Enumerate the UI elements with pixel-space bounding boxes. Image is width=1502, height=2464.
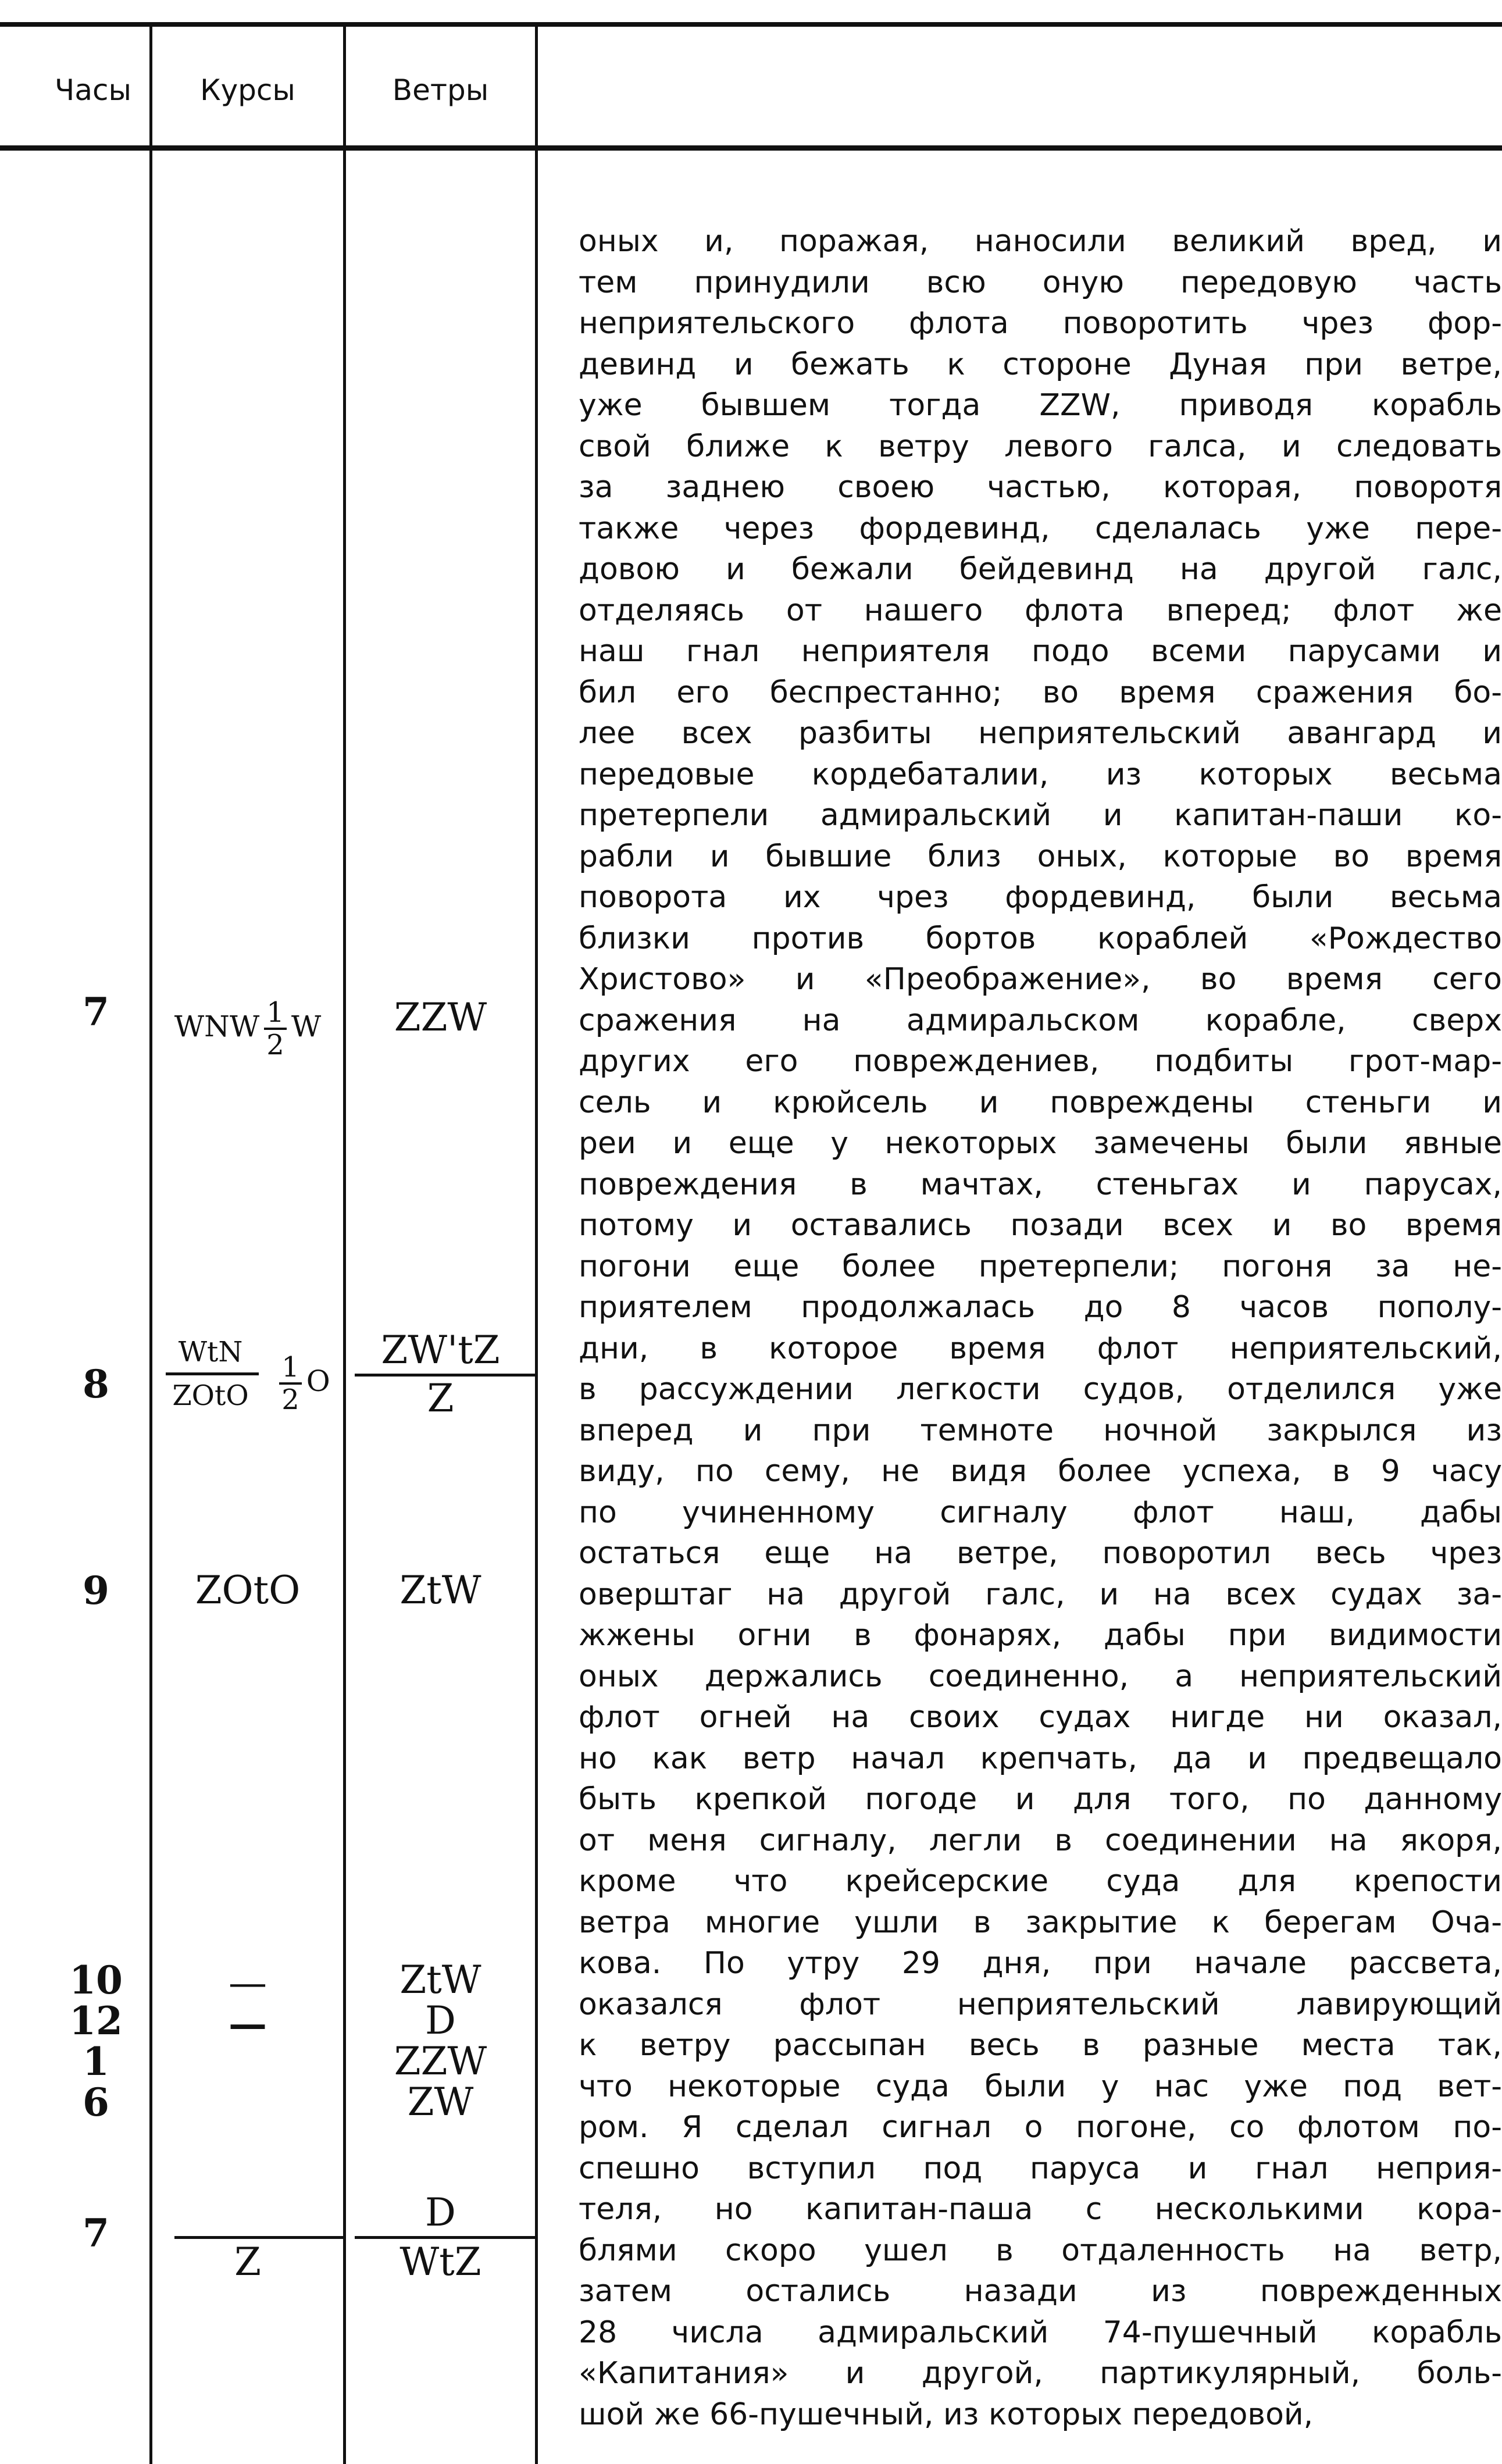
column-divider-3 <box>535 23 538 2464</box>
top-rule <box>0 22 1502 27</box>
header-hours: Часы <box>55 73 131 107</box>
text-line: блями скоро ушел в отдаленность на ветр, <box>579 2233 1502 2268</box>
text-line: отделяясь от нашего флота вперед; флот же <box>579 593 1502 628</box>
text-line: что некоторые суда были у нас уже под вет- <box>579 2069 1502 2104</box>
text-line: за заднею своею частью, которая, поворотя <box>579 470 1502 505</box>
row-wind-bottom: WtZ <box>399 2240 481 2284</box>
text-line: кова. По утру 29 дня, при начале рассвета, <box>579 1946 1502 1981</box>
text-line: быть крепкой погоде и для того, по данному <box>579 1782 1502 1817</box>
row-wind-top: D <box>425 2190 456 2235</box>
text-line: оных и, поражая, наносили великий вред, и <box>579 224 1502 259</box>
text-line: довою и бежали бейдевинд на другой галс, <box>579 552 1502 587</box>
text-line: флот огней на своих судах нигде ни оказал, <box>579 1700 1502 1735</box>
row-course-fraction <box>262 1351 343 1416</box>
text-line: ветра многие ушли в закрытие к берегам Оча- <box>579 1905 1502 1940</box>
text-line: рабли и бывшие близ оных, которые во время <box>579 839 1502 874</box>
text-line: реи и еще у некоторых замечены были явные <box>579 1126 1502 1161</box>
row-course <box>152 2079 343 2126</box>
text-line: теля, но капитан-паша с несколькими кора- <box>579 2192 1502 2227</box>
text-line: лее всех разбиты неприятельский авангард и <box>579 716 1502 751</box>
fraction-numerator: 1 <box>279 1352 302 1385</box>
row-course-bottom: ZOtO <box>172 1379 249 1412</box>
text-line: приятелем продолжалась до 8 часов пополу- <box>579 1290 1502 1325</box>
row-course <box>152 2038 343 2085</box>
text-line: шой же 66-пушечный, из которых передовой, <box>579 2397 1314 2432</box>
row-hour: 8 <box>83 1361 109 1407</box>
text-line: поворота их чрез фордевинд, были весьма <box>579 880 1502 915</box>
row-hour: 1 <box>83 2039 109 2084</box>
text-line: затем остались назади из поврежденных <box>579 2274 1502 2309</box>
text-line: оных держались соединенно, а неприятельский <box>579 1659 1502 1694</box>
text-line: девинд и бежать к стороне Дуная при ветре, <box>579 347 1502 382</box>
text-line: спешно вступил под паруса и гнал неприя- <box>579 2151 1502 2186</box>
text-line: жжены огни в фонарях, дабы при видимости <box>579 1618 1502 1653</box>
header-courses: Курсы <box>200 73 295 107</box>
course-part: W <box>291 1010 322 1043</box>
log-narrative <box>579 221 1502 2435</box>
text-line: оверштаг на другой галс, и на всех судах за- <box>579 1577 1502 1612</box>
row-course: ZOtO <box>195 1568 301 1613</box>
row-course: Z <box>234 2240 261 2284</box>
text-line: уже бывшем тогда ZZW, приводя корабль <box>579 388 1502 423</box>
text-line: «Капитания» и другой, партикулярный, боль- <box>579 2356 1502 2391</box>
header-winds: Ветры <box>392 73 489 107</box>
text-line: других его повреждениев, подбиты грот-мар- <box>579 1044 1502 1079</box>
text-line: к ветру рассыпан весь в разные места так, <box>579 2028 1502 2063</box>
row-wind: ZZW <box>394 2039 487 2084</box>
fraction-denominator: 2 <box>266 1029 284 1061</box>
row-course: — <box>229 1960 267 2005</box>
text-line: вперед и при темноте ночной закрылся из <box>579 1413 1502 1448</box>
fraction-denominator: 2 <box>281 1383 299 1416</box>
text-line: претерпели адмиральский и капитан-паши ко- <box>579 798 1502 833</box>
text-line: сражения на адмиральском корабле, сверх <box>579 1003 1502 1038</box>
text-line: виду, по сему, не видя более успеха, в 9 часу <box>579 1454 1502 1489</box>
text-line: кроме что крейсерские суда для крепости <box>579 1864 1502 1899</box>
text-line: от меня сигналу, легли в соединении на якоря, <box>579 1823 1502 1858</box>
row-course-top: WtN <box>178 1336 243 1368</box>
text-line: наш гнал неприятеля подо всеми парусами и <box>579 634 1502 669</box>
text-line: сель и крюйсель и повреждены стеньги и <box>579 1085 1502 1120</box>
row-wind: ZtW <box>399 1568 481 1613</box>
row-course: — <box>229 2001 267 2046</box>
row-hour: 7 <box>83 2210 109 2256</box>
text-line: тем принудили всю оную передовую часть <box>579 265 1502 300</box>
text-line: Христово» и «Преображение», во время сего <box>579 962 1502 997</box>
fraction-numerator: 1 <box>264 997 287 1030</box>
text-line: ром. Я сделал сигнал о погоне, со флотом по- <box>579 2110 1502 2145</box>
course-fraction <box>264 997 287 1060</box>
text-line: также через фордевинд, сделалась уже пере- <box>579 511 1502 546</box>
row-wind: ZW <box>407 2080 474 2124</box>
text-line: оказался флот неприятельский лавирующий <box>579 1987 1502 2022</box>
text-line: близки против бортов кораблей «Рождество <box>579 921 1502 956</box>
text-line: передовые кордебаталии, из которых весьма <box>579 757 1502 792</box>
course-fraction <box>279 1352 302 1415</box>
text-line: погони еще более претерпели; погоня за не- <box>579 1249 1502 1284</box>
text-line: в рассуждении легкости судов, отделился уже <box>579 1372 1502 1407</box>
course-part: O <box>306 1364 330 1398</box>
row-wind-bottom: Z <box>427 1376 454 1421</box>
row-hour: 9 <box>83 1568 109 1613</box>
row-hour: 10 <box>69 1957 123 2003</box>
text-line: неприятельского флота поворотить чрез фор- <box>579 306 1502 341</box>
text-line: потому и оставались позади всех и во время <box>579 1208 1502 1243</box>
row-hour: 12 <box>69 1998 123 2044</box>
text-line: 28 числа адмиральский 74-пушечный корабль <box>579 2315 1502 2350</box>
text-line: повреждения в мачтах, стеньгах и парусах, <box>579 1167 1502 1202</box>
row-hour: 7 <box>83 989 109 1035</box>
text-line: по учиненному сигналу флот наш, дабы <box>579 1495 1502 1530</box>
text-line: остаться еще на ветре, поворотил весь чрез <box>579 1536 1502 1571</box>
header-rule <box>0 145 1502 151</box>
course-part: WNW <box>174 1010 260 1043</box>
text-line: но как ветр начал крепчать, да и предвещало <box>579 1741 1502 1776</box>
row-wind: ZZW <box>394 995 487 1040</box>
row-wind: D <box>425 1998 456 2043</box>
text-line: дни, в которое время флот неприятельский, <box>579 1331 1502 1366</box>
row-course <box>152 996 343 1061</box>
text-line: бил его беспрестанно; во время сражения бо- <box>579 675 1502 710</box>
row-wind: ZtW <box>399 1957 481 2002</box>
row-hour: 6 <box>83 2080 109 2125</box>
row-wind-top: ZW'tZ <box>381 1328 500 1372</box>
text-line: свой ближе к ветру левого галса, и следовать <box>579 429 1502 464</box>
